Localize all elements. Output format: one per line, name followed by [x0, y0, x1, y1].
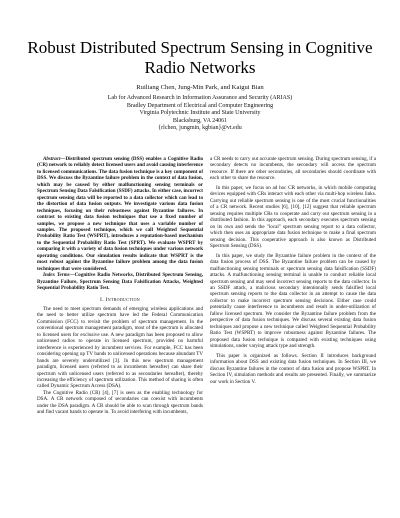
abstract: Abstract—Distributed spectrum sensing (DSS) enables a Cognitive Radio (CR) network to reliably detect licensed users and avoid causing interference to licensed communications. The data fusion technique is a key component of DSS. We discuss the Byzantine failure problem in the context of data fusion, which may be caused by either malfunctioning sensing terminals or Spectrum Sensing Data Falsification (SSDF) attacks. In either case, incorrect spectrum sensing data will be reported to a data collector which can lead to the distortion of data fusion outputs. We investigate various data fusion techniques, focusing on their robustness against Byzantine failures. In contrast to existing data fusion techniques that use a fixed number of samples, we propose a new technique that uses a variable number of samples. The proposed technique, which we call Weighted Sequential Probability Ratio Test (WSPRT), introduces a reputation-based mechanism to the Sequential Probability Ratio Test (SPRT). We evaluate WSPRT by comparing it with a variety of data fusion techniques under various network operating conditions. Our simulation results indicate that WSPRT is the most robust against the Byzantine failure problem among the data fusion techniques that were considered. [37, 156, 203, 272]
body-paragraph: a CR needs to carry out accurate spectrum sensing. During spectrum sensing, if a secondary detects no incumbents, the secondary will access the spectrum resource. If there are other secondaries, all secondaries should coordinate with each other to share the resource. [210, 156, 376, 182]
affiliation-line: Bradley Department of Electrical and Computer Engineering [126, 102, 274, 109]
body-paragraph: In this paper, we focus on ad hoc CR networks, in which mobile computing devices equipped with CRs interact with each other via multi-hop wireless links. Carrying out reliable spectrum sensing is one of the most crucial functionalities of a CR network. Recent studies [6], [10], [12] suggest that reliable spectrum sensing requires multiple CRs to cooperate and carry out spectrum sensing in a distributed fashion. In this approach, each secondary executes spectrum sensing on its own and sends the "local" spectrum sensing report to a data collector, which then uses an appropriate data fusion technique to make a final spectrum sensing decision. This cooperative approach is also known as Distributed Spectrum Sensing (DSS). [210, 185, 376, 250]
section-heading [37, 297, 203, 303]
author-emails: {rlchen, jungmin, kgbian}@vt.edu [158, 125, 242, 132]
body-paragraph: In this paper, we study the Byzantine failure problem in the context of the data fusion process of DSS. The Byzantine failure problem can be caused by malfunctioning sensing terminals or spectrum sensing data falsification (SSDF) attacks. A malfunctioning sensing terminal is unable to conduct reliable local spectrum sensing and may send incorrect sensing reports to the data collector. In an SSDF attack, a malicious secondary intentionally sends falsified local spectrum sensing reports to the data collector in an attempt to cause the data collector to make incorrect spectrum sensing decisions. Either case could potentially cause interference to incumbents and result in under-utilization of fallow licensed spectrum. We consider the Byzantine failure problem from the perspective of data fusion techniques. We discuss several existing data fusion techniques and propose a new technique called Weighted Sequential Probability Ratio Test (WSPRT) to improve robustness against Byzantine failures. The proposed data fusion technique is compared with existing techniques using simulations, under varying attack type and strength. [210, 252, 376, 350]
right-column [210, 156, 376, 385]
index-terms: Index Terms—Cognitive Radio Networks, Distributed Spectrum Sensing, Byzantine Failure, Spectrum Sensing Data Falsification Attacks, Weighted Sequential Probability Ratio Test. [37, 272, 203, 292]
affiliation-line: Lab for Advanced Research in Information Assurance and Security (ARIAS) [107, 95, 293, 101]
left-column [37, 156, 203, 416]
abstract-label: Abstract [43, 156, 61, 162]
affiliation-line: Blacksburg, VA 24061 [172, 117, 228, 124]
index-terms-label: Index Terms [43, 272, 70, 279]
index-terms-text: Cognitive Radio Networks, Distributed Spectrum Sensing, Byzantine Failure, Spectrum Sensing Data Falsification Attacks, Weighted Sequential Probability Ratio Test. [37, 272, 203, 292]
body-paragraph: This paper is organized as follows. Section II introduces background information about DSS and existing data fusion techniques. In Section III, we discuss Byzantine failures in the context of data fusion and propose WSPRT. In Section IV, simulation methods and results are presented. Finally, we summarize our work in Section V. [210, 352, 376, 385]
body-paragraph: The Cognitive Radio (CR) [4], [7] is seen as the enabling technology for DSA. A CR network composed of secondaries can coexist with incumbents under the DSA paradigm. A CR should be able to scan through spectrum bands and find vacant bands to operate in. To avoid interfering with incumbents, [37, 389, 203, 416]
affiliation-line: Virginia Polytechnic Institute and State University [139, 110, 261, 117]
paper-title: Robust Distributed Spectrum Sensing in Cognitive Radio Networks [27, 38, 373, 77]
paper-authors: Ruiliang Chen, Jung-Min Park, and Kaigui Bian [136, 84, 264, 91]
abstract-text: Distributed spectrum sensing (DSS) enables a Cognitive Radio (CR) network to reliably detect licensed users and avoid causing interference to licensed communications. The data fusion technique is a key component of DSS. We discuss the Byzantine failure problem in the context of data fusion, which may be caused by either malfunctioning sensing terminals or Spectrum Sensing Data Falsification (SSDF) attacks. In either case, incorrect spectrum sensing data will be reported to a data collector which can lead to the distortion of data fusion outputs. We investigate various data fusion techniques, focusing on their robustness against Byzantine failures. In contrast to existing data fusion techniques that use a fixed number of samples, we propose a new technique that uses a variable number of samples. The proposed technique, which we call Weighted Sequential Probability Ratio Test (WSPRT), introduces a reputation-based mechanism to the Sequential Probability Ratio Test (SPRT). We evaluate WSPRT by comparing it with a variety of data fusion techniques under various network operating conditions. Our simulation results indicate that WSPRT is the most robust against the Byzantine failure problem among the data fusion techniques that were considered. [37, 156, 203, 272]
section-number: I. [100, 296, 104, 303]
body-paragraph: The need to meet spectrum demands of emerging wireless applications and the need to better utilize spectrum have led the Federal Communication Commission (FCC) to revisit the problem of spectrum management. In the conventional spectrum management paradigm, most of the spectrum is allocated to licensed users for exclusive use. A new paradigm has been proposed to allow unlicensed radios to operate in licensed spectrum, provided no harmful interference is experienced by incumbent services. For example, FCC has been considering opening up TV bands to unlicensed operations because abundant TV bands are severely underutilized [3]. In this new spectrum management paradigm, licensed users (referred to as incumbents hereafter) can share their spectrum with unlicensed users (referred to as secondaries hereafter), thereby increasing the efficiency of spectrum utilization. This method of sharing is often called Dynamic Spectrum Access (DSA). [37, 305, 203, 390]
section-title: Introduction [105, 296, 140, 303]
affiliation-block [20, 95, 380, 133]
